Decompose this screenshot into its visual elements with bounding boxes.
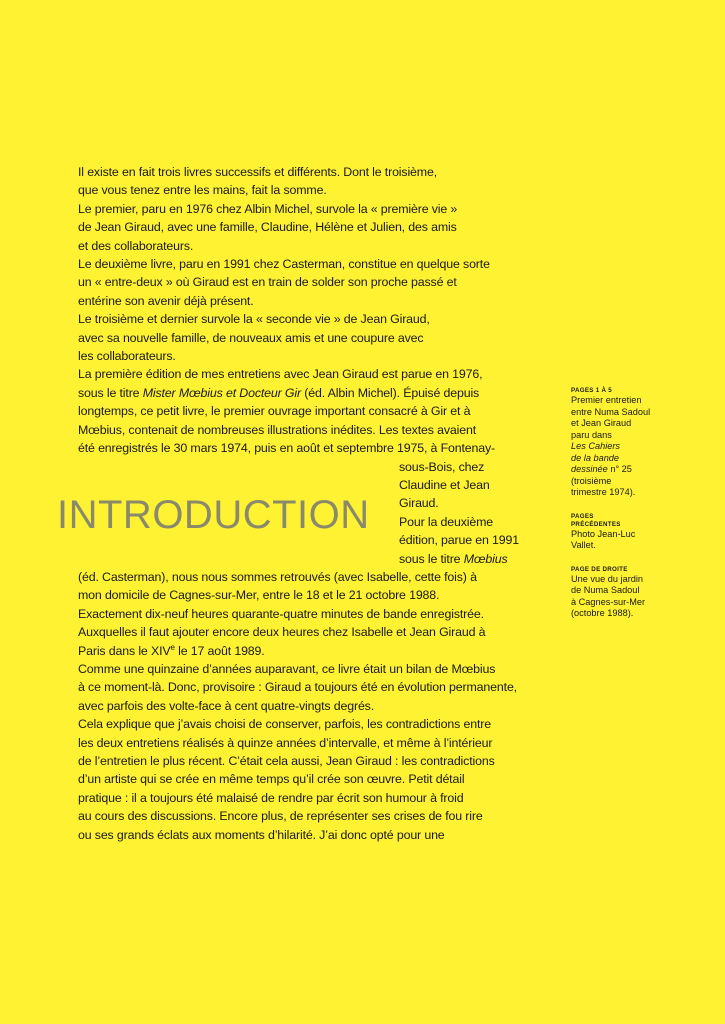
text-line: longtemps, ce petit livre, le premier ouvrage important consacré à Gir et à — [78, 404, 471, 419]
text-line: Cela explique que j’avais choisi de conserver, parfois, les contradictions entre — [78, 717, 491, 732]
text-line-narrow — [399, 550, 528, 568]
note-previous-pages — [571, 513, 701, 552]
text-line: avec parfois des volte-face à cent quatre-vingts degrés. — [78, 698, 375, 713]
text-line: (éd. Casterman), nous nous sommes retrouvés (avec Isabelle, cette fois) à — [78, 569, 477, 584]
text-line: Mœbius, contenait de nombreuses illustrations inédites. Les textes avaient — [78, 422, 477, 437]
text-line-italic — [78, 384, 528, 402]
text-line: les deux entretiens réalisés à quinze années d’intervalle, et même à l’intérieur — [78, 735, 493, 750]
book-title: Mœbius — [463, 551, 508, 566]
text-line: ou ses grands éclats aux moments d’hilarité. J’ai donc opté pour une — [78, 827, 445, 842]
text-line: de Jean Giraud, avec une famille, Claudine, Hélène et Julien, des amis — [78, 220, 457, 235]
text-line: Auxquelles il faut ajouter encore deux heures chez Isabelle et Jean Giraud à — [78, 625, 486, 640]
book-title: Mister Mœbius et Docteur Gir — [142, 385, 301, 400]
text-line: et des collaborateurs. — [78, 238, 194, 253]
text-line-narrow: Giraud. — [399, 496, 439, 511]
text-line: Le deuxième livre, paru en 1991 chez Casterman, constitue en quelque sorte — [78, 257, 490, 272]
superscript: e — [170, 642, 175, 652]
note-text-part: n° 25 (troisième trimestre 1974). — [571, 464, 636, 497]
text-line-narrow: Pour la deuxième — [399, 514, 494, 529]
note-label: PAGES — [571, 512, 594, 520]
text-fragment: sous le titre — [399, 551, 464, 566]
text-line: pratique : il a toujours été malaisé de rendre par écrit son humour à froid — [78, 790, 464, 805]
text-fragment: sous le titre — [78, 385, 143, 400]
text-line: Le troisième et dernier survole la « seconde vie » de Jean Giraud, — [78, 312, 430, 327]
text-line: au cours des discussions. Encore plus, de représenter ses crises de fou rire — [78, 809, 483, 824]
note-label: PAGES 1 À 5 — [571, 387, 613, 394]
text-line-narrow: sous-Bois, chez — [399, 459, 485, 474]
note-text: Une vue du jardin de Numa Sadoul à Cagnes-sur-Mer (octobre 1988). — [571, 573, 646, 618]
text-line: Comme une quinzaine d’années auparavant, ce livre était un bilan de Mœbius — [78, 661, 496, 676]
text-line: Il existe en fait trois livres successifs et différents. Dont le troisième, — [78, 165, 438, 179]
text-line: été enregistrés le 30 mars 1974, puis en août et septembre 1975, à Fontenay- — [78, 441, 496, 456]
text-line: entérine son avenir déjà présent. — [78, 293, 254, 308]
note-label: PAGE DE DROITE — [571, 565, 628, 573]
text-line-sup — [78, 642, 528, 660]
text-line-narrow: édition, parue en 1991 — [399, 533, 520, 548]
text-line: avec sa nouvelle famille, de nouveaux amis et une coupure avec — [78, 330, 424, 345]
text-line: Exactement dix-neuf heures quarante-quatre minutes de bande enregistrée. — [78, 606, 484, 621]
text-fragment: Paris dans le XIV — [78, 643, 171, 658]
text-line: les collaborateurs. — [78, 349, 176, 364]
text-line-narrow: Claudine et Jean — [399, 477, 490, 492]
note-right-page — [571, 566, 701, 620]
text-line: que vous tenez entre les mains, fait la somme. — [78, 183, 327, 198]
note-text-part: Premier entretien entre Numa Sadoul et Jean Giraud paru dans — [571, 395, 651, 440]
text-line: un « entre-deux » où Giraud est en train de solder son proche passé et — [78, 275, 457, 290]
note-text — [571, 395, 701, 499]
section-heading: INTRODUCTION — [57, 493, 370, 537]
text-line: mon domicile de Cagnes-sur-Mer, entre le 18 et le 21 octobre 1988. — [78, 588, 440, 603]
text-fragment: (éd. Albin Michel). Épuisé depuis — [301, 385, 480, 400]
text-line: d’un artiste qui se crée en même temps qu’il crée son œuvre. Petit détail — [78, 772, 465, 787]
text-line: Le premier, paru en 1976 chez Albin Michel, survole la « première vie » — [78, 201, 458, 216]
text-fragment: le 17 août 1989. — [174, 643, 265, 658]
text-line: La première édition de mes entretiens avec Jean Giraud est parue en 1976, — [78, 367, 483, 382]
publication-title: Les Cahiers de la bande dessinée — [571, 441, 621, 474]
text-line: de l’entretien le plus récent. C’était cela aussi, Jean Giraud : les contradictions — [78, 754, 495, 768]
note-text: Photo Jean-Luc Vallet. — [571, 528, 636, 550]
note-pages-1-5 — [571, 387, 701, 499]
margin-notes — [571, 387, 701, 634]
text-line: à ce moment-là. Donc, provisoire : Giraud a toujours été en évolution permanente, — [78, 680, 517, 695]
note-label: PRÉCÉDENTES — [571, 520, 621, 528]
